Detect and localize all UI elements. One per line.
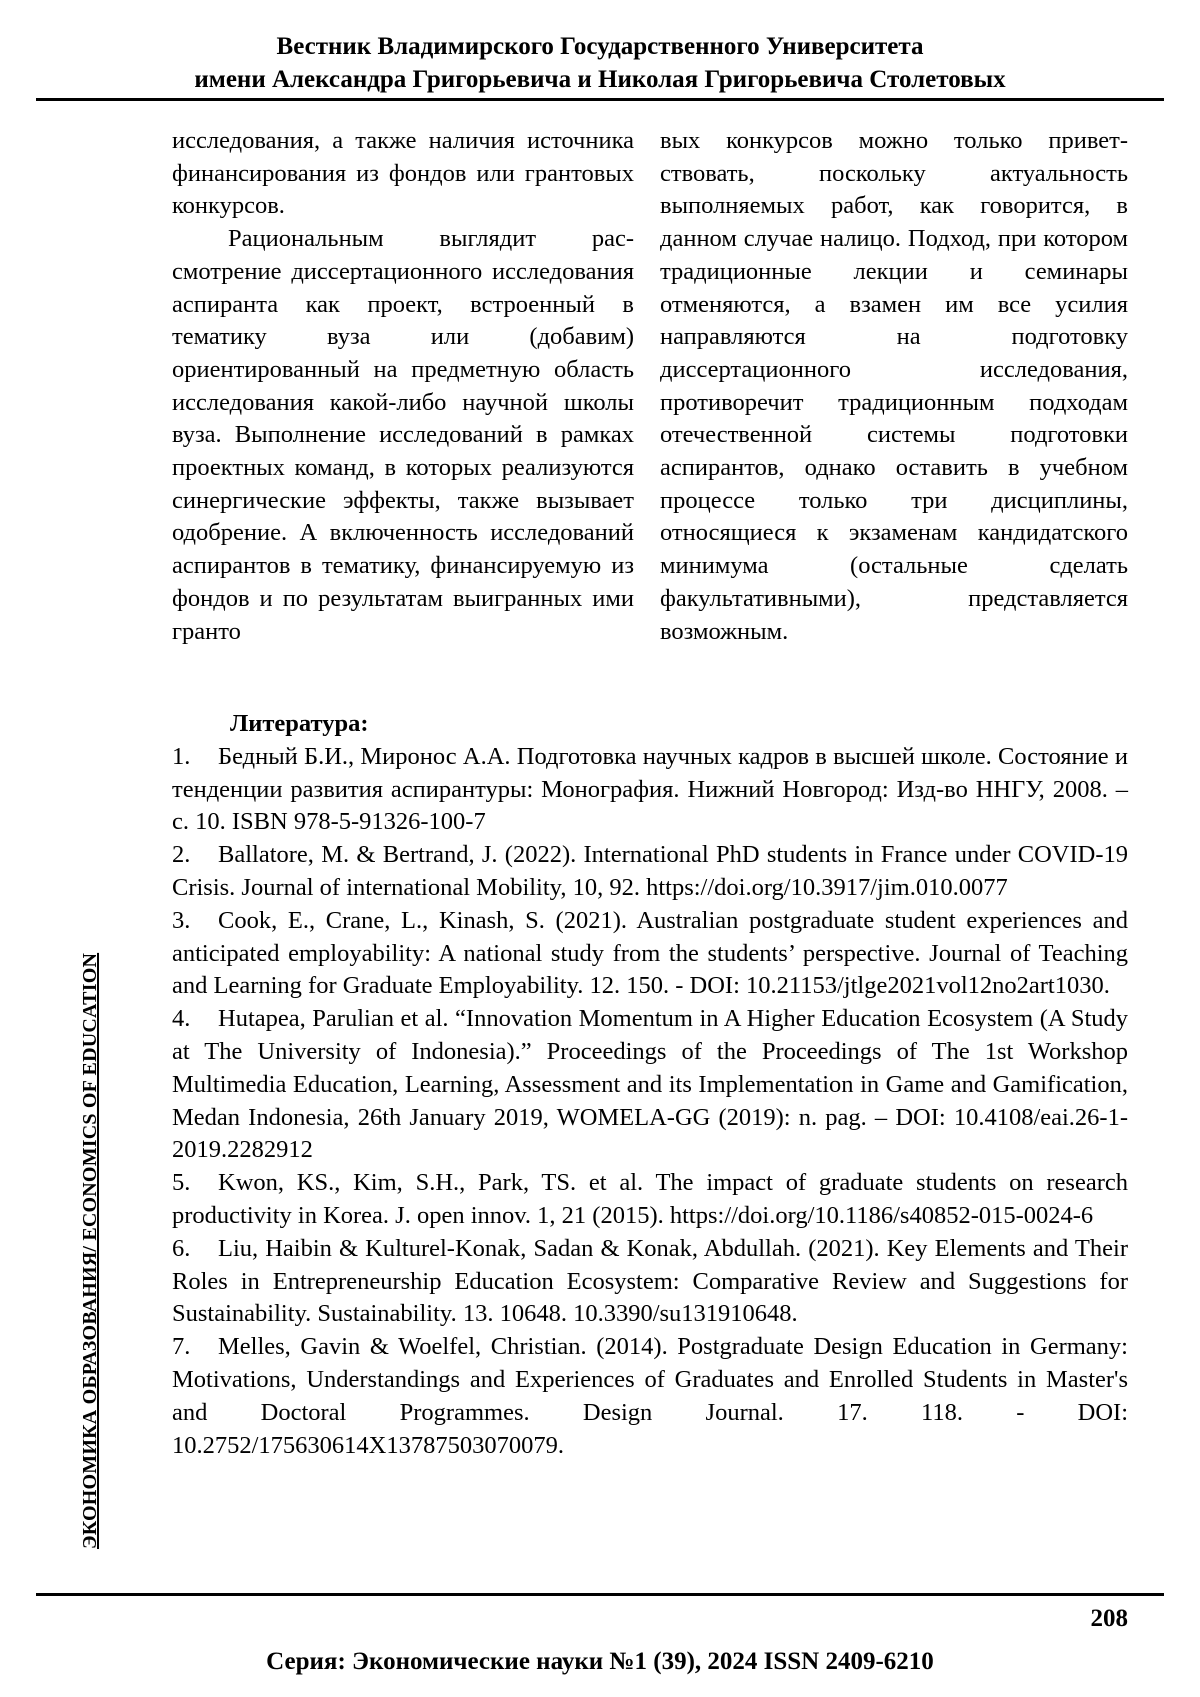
right-paragraph: вых конкурсов можно только приветствовать, поскольку актуальность выполняемых работ, как говорится, в данном случае налицо. Подход, при котором традиционные лекции и семинары отменяются, а взамен им все усилия направляются на подготовку диссертационного исследования, противоречит традиционным подходам отечественной системы подготовки аспирантов, однако оставить в учебном процессе только три дисциплины, относящиеся к экзаменам кандидатского минимума (остальные сделать факультативными), представляется возможным.: [660, 127, 1128, 645]
reference-item: 2. Ballatore, M. & Bertrand, J. (2022). International PhD students in France under COVID-19 Crisis. Journal of international Mobility, 10, 92. https://doi.org/10.3917/jim.010.0077: [172, 841, 1128, 901]
reference-item: 5. Kwon, KS., Kim, S.H., Park, TS. et al. The impact of graduate students on research productivity in Korea. J. open innov. 1, 21 (2015). https://doi.org/10.1186/s40852-015-0024-6: [172, 1169, 1128, 1229]
reference-item: 6. Liu, Haibin & Kulturel-Konak, Sadan & Konak, Abdullah. (2021). Key Elements and Their Roles in Entrepreneurship Education Ecosystem: Comparative Review and Suggestions for Sustainability. Sustainability. 13. 10648. 10.3390/su131910648.: [172, 1234, 1128, 1328]
references-section: [172, 708, 1128, 1462]
left-column: [172, 125, 634, 648]
journal-title-line2: имени Александра Григорьевича и Николая Григорьевича Столетовых: [194, 66, 1006, 93]
right-column: [660, 125, 1128, 648]
left-paragraph-1: исследования, а также наличия источника финансирования из фондов или грантовых конкурсов.: [172, 127, 634, 220]
header-rule: [36, 98, 1164, 101]
reference-item: 1. Бедный Б.И., Миронос А.А. Подготовка научных кадров в высшей школе. Состояние и тенденции развития аспирантуры: Монография. Нижний Новгород: Изд-во ННГУ, 2008. – с. 10. ISBN 978-5-91326-100-7: [172, 742, 1128, 836]
page-number: 208: [1090, 1605, 1128, 1632]
reference-item: 7. Melles, Gavin & Woelfel, Christian. (2014). Postgraduate Design Education in Germany: Motivations, Understandings and Experiences of Graduates and Enrolled Students in Master's and Doctoral Programmes. Design Journal. 17. 118. - DOI: 10.2752/175630614X13787503070079.: [172, 1333, 1128, 1459]
footer-series: Серия: Экономические науки №1 (39), 2024 ISSN 2409-6210: [266, 1648, 934, 1675]
journal-header: [36, 30, 1164, 96]
references-title: Литература:: [230, 710, 369, 737]
journal-title-line1: Вестник Владимирского Государственного Университета: [276, 33, 924, 60]
sidebar-section-label: ЭКОНОМИКА ОБРАЗОВАНИЯ/ ECONOMICS OF EDUCATION: [79, 952, 101, 1549]
left-paragraph-2: Рациональным выглядит рассмотрение диссертационного исследования аспиранта как проект, встроенный в тематику вуза или (добавим) ориентированный на предметную область исследования какой-либо научной школы вуза. Выполнение исследований в рамках проектных команд, в которых реализуются синергические эффекты, также вызывает одобрение. А включенность исследований аспирантов в тематику, финансируемую из фондов и по результатам выигранных ими гранто: [172, 225, 634, 645]
reference-item: 3. Cook, E., Crane, L., Kinash, S. (2021). Australian postgraduate student experiences and anticipated employability: A national study from the students’ perspective. Journal of Teaching and Learning for Graduate Employability. 12. 150. - DOI: 10.21153/jtlge2021vol12no2art1030.: [172, 906, 1128, 1000]
reference-item: 4. Hutapea, Parulian et al. “Innovation Momentum in A Higher Education Ecosystem (A Study at The University of Indonesia).” Proceedings of the Proceedings of The 1st Workshop Multimedia Education, Learning, Assessment and its Implementation in Game and Gamification, Medan Indonesia, 26th January 2019, WOMELA-GG (2019): n. pag. – DOI: 10.4108/eai.26-1-2019.2282912: [172, 1005, 1128, 1164]
footer-rule: [36, 1593, 1164, 1596]
